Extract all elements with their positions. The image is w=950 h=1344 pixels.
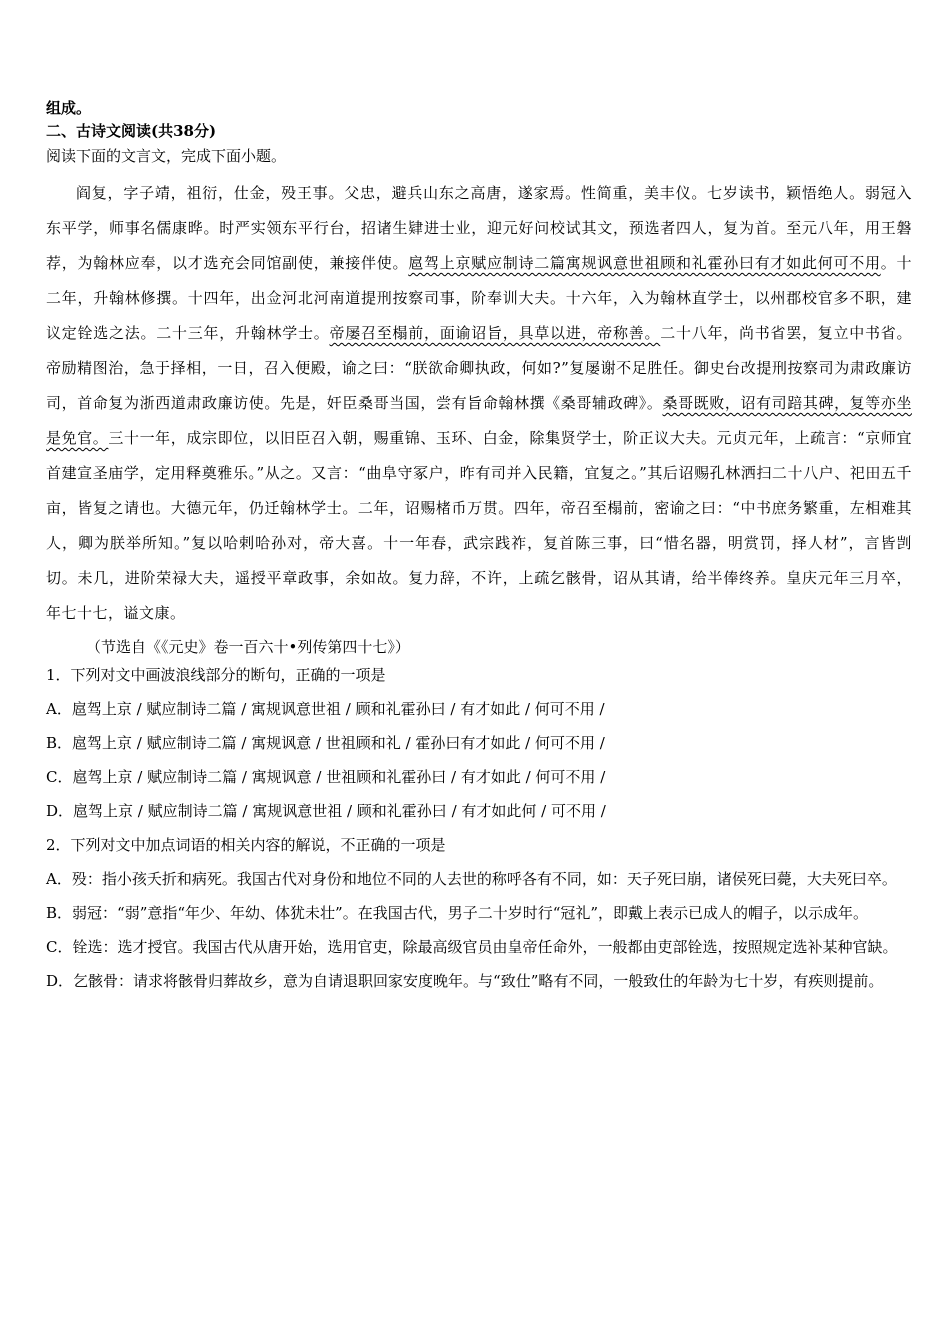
passage-segment: 阎复，字子靖，祖衍，仕金，殁王事。父忠，避兵山东之高唐，遂家焉。性简重，美丰仪。七岁读书，颖悟绝人。弱冠入东平学，师事名儒康晔。时严实领东平行台，招诸生肄进士业，迎元好问校试其文，预选者四人，复为首。至元八年，用王磐荐，为翰林应奉，以才选充会同馆副使，兼接伴使。 xyxy=(46,184,912,272)
question-2-option-d: D．乞骸骨：请求将骸骨归葬故乡，意为自请退职回家安度晚年。与“致仕”略有不同，一般致仕的年龄为七十岁，有疾则提前。 xyxy=(46,972,884,990)
underlined-sentence-1: 帝屡召至榻前，面谕诏旨，具草以进，帝称善。 xyxy=(329,324,661,342)
document-page xyxy=(46,98,912,998)
question-2-stem: 2．下列对文中加点词语的相关内容的解说，不正确的一项是 xyxy=(46,836,446,854)
question-1-option-c: C．扈驾上京 / 赋应制诗二篇 / 寓规讽意 / 世祖顾和礼霍孙曰 / 有才如此 / 何可不用 / xyxy=(46,768,606,786)
previous-fragment: 组成。 xyxy=(46,99,92,117)
passage-paragraph xyxy=(46,176,912,631)
question-1-option-a: A．扈驾上京 / 赋应制诗二篇 / 寓规讽意世祖 / 顾和礼霍孙曰 / 有才如此 / 何可不用 / xyxy=(46,700,605,718)
question-2-option-b: B．弱冠：“弱”意指“年少、年幼、体犹未壮”。在我国古代，男子二十岁时行“冠礼”，即戴上表示已成人的帽子，以示成年。 xyxy=(46,904,869,922)
wavy-underlined-sentence: 扈驾上京赋应制诗二篇寓规讽意世祖顾和礼霍孙曰有才如此何可不用 xyxy=(408,254,881,272)
classical-passage xyxy=(46,176,912,631)
question-1-stem: 1．下列对文中画波浪线部分的断句，正确的一项是 xyxy=(46,666,386,684)
underlined-sentence-2: 桑哥既败，诏有司踣其碑，复等亦坐是免官。 xyxy=(46,394,912,447)
question-1-option-d: D．扈驾上京 / 赋应制诗二篇 / 寓规讽意世祖 / 顾和礼霍孙曰 / 有才如此何 / 可不用 / xyxy=(46,802,606,820)
passage-source: （节选自《《元史》卷一百六十•列传第四十七》） xyxy=(86,638,410,656)
question-2-option-c: C．铨选：选才授官。我国古代从唐开始，选用官吏，除最高级官员由皇帝任命外，一般都由吏部铨选，按照规定选补某种官缺。 xyxy=(46,938,898,956)
passage-segment: 。十二年，升翰林修撰。十四年，出佥河北河南道提刑按察司事，阶奉训大夫。十六年，入为翰林直学士，以州郡校官多不职，建议定铨选之法。二十三年，升翰林学士。 xyxy=(46,254,912,342)
instruction-text: 阅读下面的文言文，完成下面小题。 xyxy=(46,147,287,165)
passage-segment: 二十八年，尚书省罢，复立中书省。帝励精图治，急于择相，一日，召入便殿，谕之曰：“朕欲命卿执政，何如?”复屡谢不足胜任。御史台改提刑按察司为肃政廉访司，首命复为浙西道肃政廉访使。先是，奸臣桑哥当国，尝有旨命翰林撰《桑哥辅政碑》。 xyxy=(46,324,912,412)
question-2-option-a: A．殁：指小孩夭折和病死。我国古代对身份和地位不同的人去世的称呼各有不同，如：天子死曰崩，诸侯死曰薨，大夫死曰卒。 xyxy=(46,870,897,888)
section-title: 二、古诗文阅读(共38分) xyxy=(46,122,217,140)
question-1-option-b: B．扈驾上京 / 赋应制诗二篇 / 寓规讽意 / 世祖顾和礼 / 霍孙曰有才如此 / 何可不用 / xyxy=(46,734,605,752)
passage-segment: 三十一年，成宗即位，以旧臣召入朝，赐重锦、玉环、白金，除集贤学士，阶正议大夫。元贞元年，上疏言：“京师宜首建宣圣庙学，定用释奠雅乐。”从之。又言：“曲阜守冢户，昨有司并入民籍，宜复之。”其后诏赐孔林洒扫二十八户、祀田五千亩，皆复之请也。大德元年，仍迁翰林学士。二年，诏赐楮币万贯。四年，帝召至榻前，密谕之曰：“中书庶务繁重，左相难其人，卿为朕举所知。”复以哈剌哈孙对，帝大喜。十一年春，武宗践祚，复首陈三事，曰“惜名器，明赏罚，择人材”，言皆剀切。未几，进阶荣禄大夫，遥授平章政事，余如故。复力辞，不许，上疏乞骸骨，诏从其请，给半俸终养。皇庆元年三月卒，年七十七，谥文康。 xyxy=(46,429,912,622)
